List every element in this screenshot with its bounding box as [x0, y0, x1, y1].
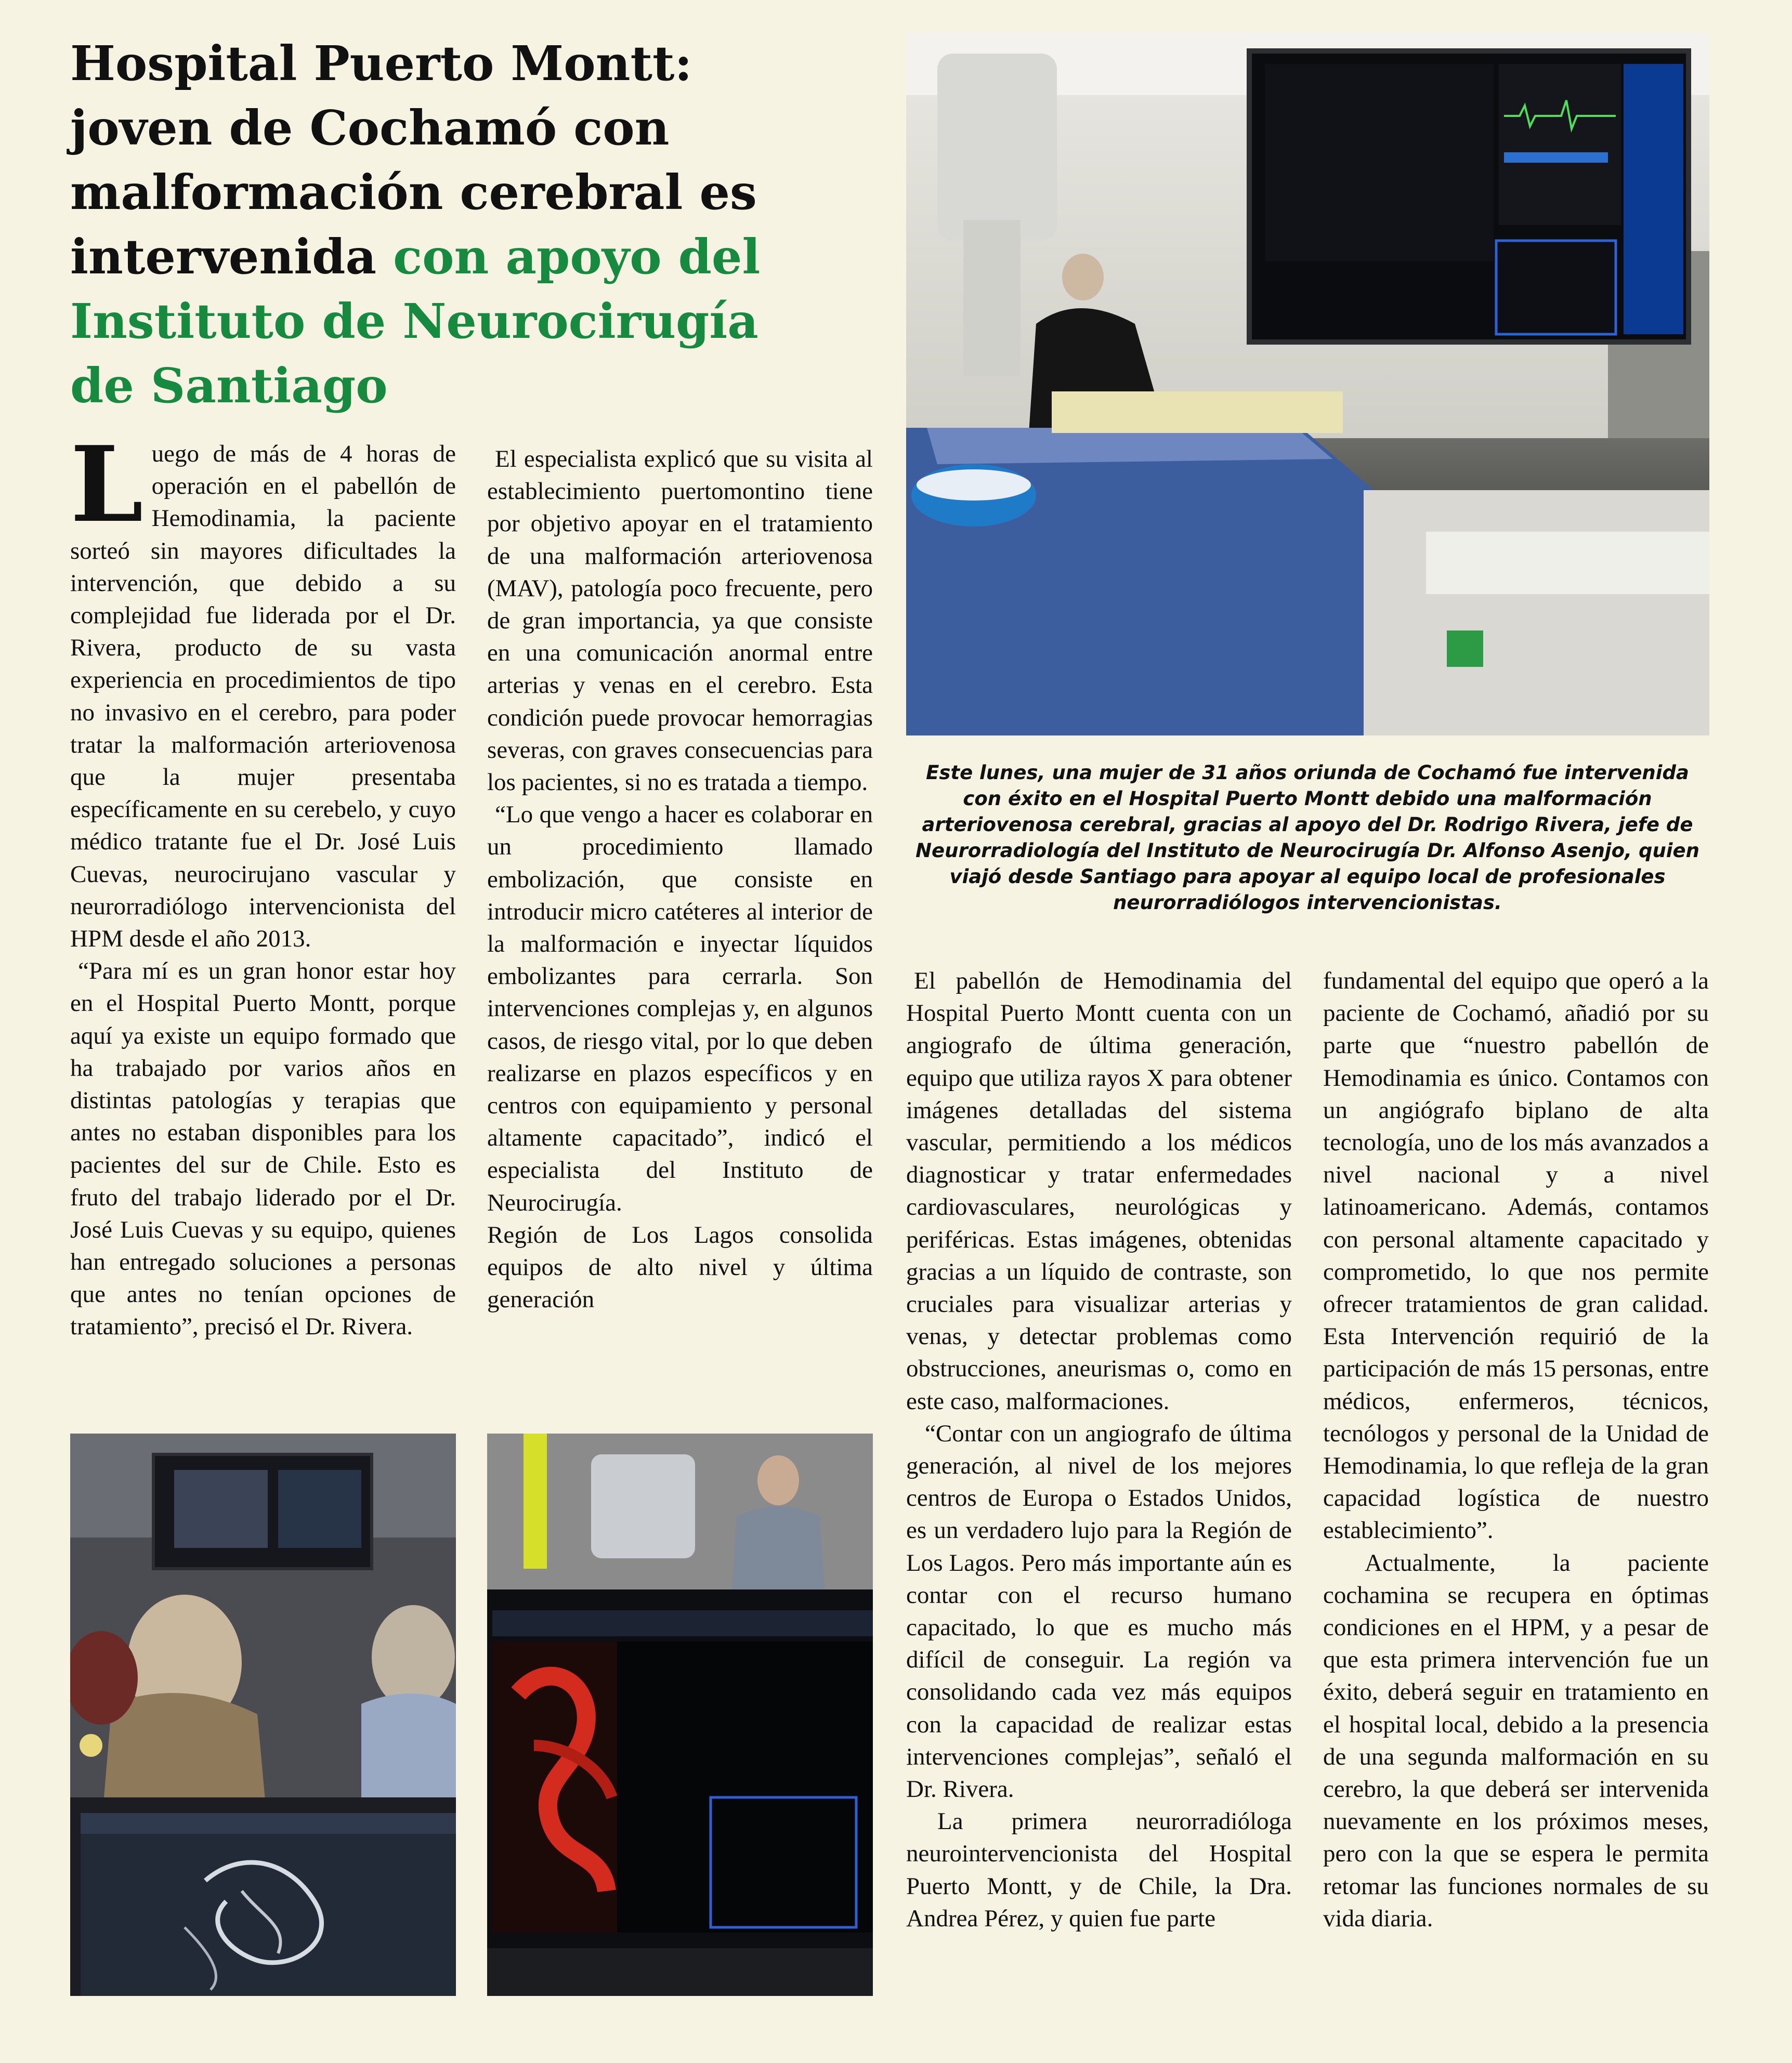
quote-paragraph: “Contar con un angiografo de última generación, al nivel de los mejores centros de Europa o Estados Unidos, es un verdadero lujo para la Región de Los Lagos. Pero más importante aún es contar con el recurso humano capacitado, lo que es mucho más difícil de conseguir. La región va consolidando cada vez más equipos con la capacidad de realizar estas intervenciones complejas”, señaló el Dr. Rivera. [906, 1420, 1292, 1803]
subheading: Región de Los Lagos consolida equipos de alto nivel y última generación [487, 1221, 873, 1313]
paragraph: fundamental del equipo que operó a la paciente de Cochamó, añadió por su parte que “nuestro pabellón de Hemodinamia es único. Contamos con un angiógrafo biplano de alta tecnología, uno de los más avanzados a nivel nacional y a nivel latinoamericano. Además, contamos con personal altamente capacitado y comprometido, lo que nos permite ofrecer tratamientos de gran calidad. Esta Intervención requirió de la participación de más 15 personas, entre médicos, enfermeros, técnicos, tecnólogos y personal de la Unidad de Hemodinamia, lo que refleja de la gran capacidad logística de nuestro establecimiento”. [1323, 967, 1709, 1544]
headline-accent: con apoyo del Instituto de Neurocirugía de Santiago [70, 229, 761, 414]
quote-paragraph: “Lo que vengo a hacer es colaborar en un procedimiento llamado embolización, que consiste en introducir micro catéteres al interior de la malformación e inyectar líquidos embolizantes para cerrarla. Son intervenciones complejas y, en algunos casos, de riesgo vital, por lo que deben realizarse en plazos específicos y en centros con equipamiento y personal altamente capacitado”, indicó el especialista del Instituto de Neurocirugía. [487, 801, 873, 1216]
article-column-1 [70, 424, 456, 1343]
article-column-3 [906, 965, 1292, 1935]
drop-cap: L [70, 424, 143, 546]
article-column-4 [1323, 965, 1709, 1935]
paragraph: El pabellón de Hemodinamia del Hospital Puerto Montt cuenta con un angiografo de última generación, equipo que utiliza rayos X para obtener imágenes detalladas del sistema vascular, permitiendo a los médicos diagnosticar y tratar enfermedades cardiovasculares, neurológicas y periféricas. Estas imágenes, obtenidas gracias a un líquido de contraste, son cruciales para visualizar arterias y venas, y detectar problemas como obstrucciones, aneurismas o, como en este caso, malformaciones. [906, 967, 1292, 1415]
paragraph: El especialista explicó que su visita al establecimiento puertomontino tiene por objetivo apoyar en el tratamiento de una malformación arteriovenosa (MAV), patología poco frecuente, pero de gran importancia, ya que consiste en una comunicación anormal entre arterias y venas en el cerebro. Esta condición puede provocar hemorragias severas, con graves consecuencias para los pacientes, si no es tratada a tiempo. [487, 445, 873, 796]
photo-medical-team [70, 1434, 456, 1996]
paragraph: La primera neurorradióloga neurointervencionista del Hospital Puerto Montt, y de Chile, la Dra. Andrea Pérez, y quien fue parte [906, 1808, 1292, 1932]
quote-paragraph: “Para mí es un gran honor estar hoy en el Hospital Puerto Montt, porque aquí ya existe un equipo formado que ha trabajado por varios años en distintas patologías y terapias que antes no estaban disponibles para los pacientes del sur de Chile. Esto es fruto del trabajo liderado por el Dr. José Luis Cuevas y su equipo, quienes han entregado soluciones a personas que antes no tenían opciones de tratamiento”, precisó el Dr. Rivera. [70, 957, 456, 1341]
intro-text: uego de más de 4 horas de operación en el pabellón de Hemodinamia, la paciente sorteó sin mayores dificultades la intervención, que debido a su complejidad fue liderada por el Dr. Rivera, producto de su vasta experiencia en procedimientos de tipo no invasivo en el cerebro, para poder tratar la malformación arteriovenosa que la mujer presentaba específicamente en su cerebelo, y cuyo médico tratante fue el Dr. José Luis Cuevas, neurocirujano vascular y neurorradiólogo intervencionista del HPM desde el año 2013. [70, 440, 456, 953]
article-column-2 [487, 443, 873, 1316]
paragraph: Actualmente, la paciente cochamina se recupera en óptimas condiciones en el HPM, y a pesar de que esta primera intervención fue un éxito, deberá seguir en tratamiento en el hospital local, debido a la presencia de una segunda malformación en su cerebro, la que deberá ser intervenida nuevamente en los próximos meses, pero con la que se espera le permita retomar las funciones normales de su vida diaria. [1323, 1549, 1709, 1932]
photo-cath-lab [906, 33, 1709, 735]
photo-3d-reconstruction [487, 1434, 873, 1996]
photo-caption: Este lunes, una mujer de 31 años oriunda de Cochamó fue intervenida con éxito en el Hospital Puerto Montt debido una malformación arteriovenosa cerebral, gracias al apoyo del Dr. Rodrigo Rivera, jefe de Neurorradiología del Instituto de Neurocirugía Dr. Alfonso Asenjo, quien viajó desde Santiago para apoyar al equipo local de profesionales neurorradiólogos intervencionistas. [915, 761, 1699, 914]
headline-part-1: Hospital Puerto Montt: joven de Cochamó con malformación cerebral es intervenida [70, 35, 757, 285]
headline [70, 31, 829, 418]
paragraph-intro [70, 424, 456, 955]
